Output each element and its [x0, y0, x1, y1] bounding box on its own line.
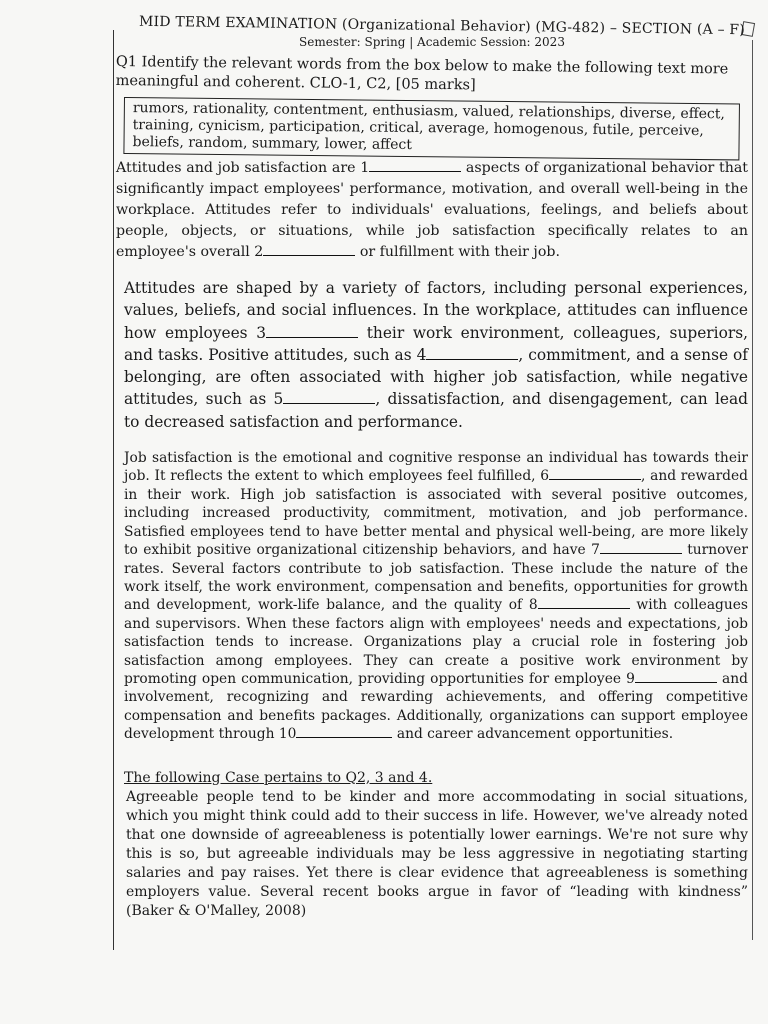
blank-9[interactable]	[635, 670, 717, 683]
blank-1[interactable]	[369, 159, 461, 172]
passage-1-text-c: or fulfillment with their job.	[355, 244, 560, 260]
blank-2[interactable]	[263, 243, 355, 256]
blank-6[interactable]	[549, 467, 641, 480]
blank-7[interactable]	[600, 541, 682, 554]
passage-1	[116, 158, 748, 263]
blank-10[interactable]	[296, 725, 392, 738]
q1-instruction: Q1 Identify the relevant words from the box below to make the following text more meaningful and coherent. CLO-1, C2, [05 marks]	[115, 53, 729, 94]
passage-3-text-f: and career advancement opportunities.	[392, 726, 674, 743]
passage-3-text-c: turnover rates. Several factors contribute to job satisfaction. These include the nature of the work itself, the work environment, compensation and benefits, opportunities for growth and development, work-life balance, and the quality of 8	[124, 542, 748, 614]
case-text: Agreeable people tend to be kinder and more accommodating in social situations, which you might think could add to their success in life. However, we've already noted that one downside of agreeableness is potentially lower earnings. We're not sure why this is so, but agreeable individuals may be less aggressive in negotiating starting salaries and pay raises. Yet there is clear evidence that agreeableness is something employers value. Several recent books argue in favor of “leading with kindness” (Baker & O'Malley, 2008)	[126, 788, 748, 919]
passage-2-text-c: , commitment, and a sense of belonging, are often associated with higher job satisfaction, while negative attitudes, such as 5	[124, 345, 749, 409]
blank-4[interactable]	[426, 347, 518, 360]
blank-8[interactable]	[538, 596, 630, 609]
left-margin-line	[113, 30, 114, 950]
passage-2-text-d: , dissatisfaction, and disengagement, can lead to decreased satisfaction and performance.	[124, 390, 749, 431]
word-box-words: rumors, rationality, contentment, enthusiasm, valued, relationships, diverse, effect, training, cynicism, participation, critical, average, homogenous, futile, perceive, beliefs, random, summary, lower, affect	[132, 100, 725, 154]
case-title: The following Case pertains to Q2, 3 and 4.	[124, 769, 433, 786]
passage-1-text-b: aspects of organizational behavior that significantly impact employees' performance, motivation, and overall well-being in the workplace. Attitudes refer to individuals' evaluations, feelings, and beliefs about people, objects, or situations, while job satisfaction specifically relates to an employee's overall 2	[116, 160, 749, 260]
exam-session: Semester: Spring | Academic Session: 2023	[299, 35, 565, 49]
passage-1-text-a: Attitudes and job satisfaction are 1	[116, 160, 370, 176]
word-box	[123, 97, 740, 160]
passage-3-text-e: and involvement, recognizing and rewarding achievements, and offering competitive compensation and benefits packages. Additionally, organizations can support employee development through 10	[124, 670, 748, 743]
case-heading	[116, 770, 748, 786]
passage-2-text-b: their work environment, colleagues, superiors, and tasks. Positive attitudes, such as 4	[124, 323, 749, 364]
passage-3-text-d: with colleagues and supervisors. When these factors align with employees' needs and expectations, job satisfaction tends to increase. Organizations play a crucial role in fostering job satisfaction among employees. They can create a positive work environment by promoting open communication, providing opportunities for employee 9	[124, 597, 749, 687]
blank-3[interactable]	[266, 325, 358, 338]
exam-content	[115, 13, 749, 921]
passage-3-text-a: Job satisfaction is the emotional and cognitive response an individual has towards their job. It reflects the extent to which employees feel fulfilled, 6	[124, 450, 748, 485]
passage-2-text-a: Attitudes are shaped by a variety of factors, including personal experiences, values, beliefs, and social influences. In the workplace, attitudes can influence how employees 3	[124, 279, 748, 342]
passage-2	[116, 277, 748, 433]
blank-5[interactable]	[283, 391, 375, 404]
passage-3-text-b: , and rewarded in their work. High job satisfaction is associated with several positive outcomes, including increased productivity, commitment, motivation, and job performance. Satisfied employees tend to have better mental and physical well-being, are more likely to exhibit positive organizational citizenship behaviors, and have 7	[124, 468, 748, 559]
right-margin-line	[752, 40, 753, 940]
passage-3	[116, 449, 748, 744]
exam-title: MID TERM EXAMINATION (Organizational Behavior) (MG-482) – SECTION (A – F)	[138, 13, 746, 39]
